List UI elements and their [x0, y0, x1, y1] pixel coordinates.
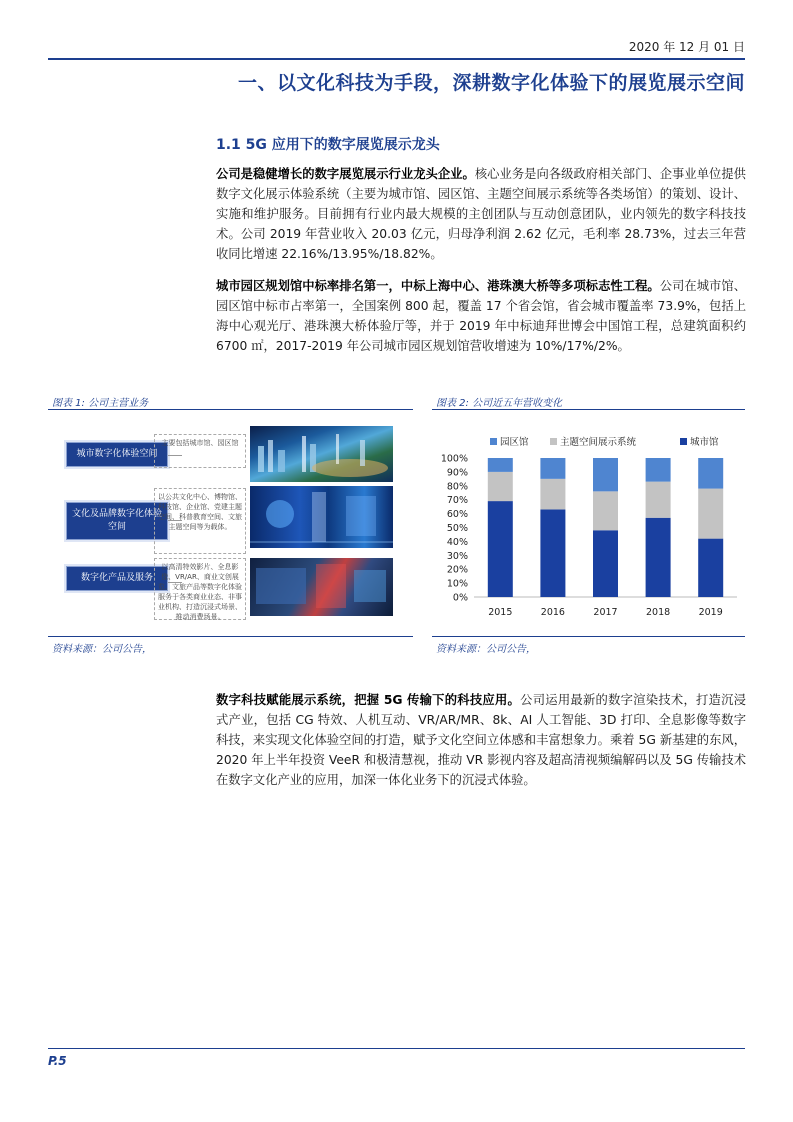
bar-segment [698, 489, 723, 539]
x-tick-label: 2015 [488, 607, 513, 618]
legend-swatch [490, 438, 497, 445]
report-date: 2020 年 12 月 01 日 [628, 40, 745, 54]
footer-divider [48, 1048, 745, 1049]
x-tick-label: 2016 [540, 607, 565, 618]
paragraph-2-lead: 城市园区规划馆中标率排名第一，中标上海中心、港珠澳大桥等多项标志性工程。 [216, 279, 660, 293]
subsection-title: 1.1 5G 应用下的数字展览展示龙头 [216, 137, 440, 153]
figure-1-title: 图表 1: 公司主营业务 [52, 398, 149, 409]
y-tick-label: 60% [446, 509, 468, 521]
bar-segment [646, 482, 671, 518]
legend-label: 园区馆 [500, 437, 529, 448]
figure-1-top-line [48, 409, 413, 410]
bar-segment [593, 458, 618, 491]
image-exhibition-hall [250, 486, 393, 548]
y-tick-label: 80% [446, 481, 468, 493]
city-model-illustration [250, 426, 393, 482]
y-tick-label: 30% [446, 550, 468, 562]
figure-2-source: 资料来源：公司公告， [436, 644, 536, 655]
bar-segment [646, 458, 671, 482]
figure-2-top-line [432, 409, 745, 410]
bar-segment [646, 518, 671, 597]
bar-segment [698, 539, 723, 597]
revenue-mix-chart [432, 420, 745, 630]
immersive-products-illustration [250, 558, 393, 616]
figure-1-source: 资料来源：公司公告， [52, 644, 152, 655]
paragraph-1-body: 核心业务是向各级政府相关部门、企事业单位提供数字文化展示体验系统（主要为城市馆、园区馆、主题空间展示系统等各类场馆）的策划、设计、实施和维护服务。目前拥有行业内最大规模的主创团队与互动创意团队，业内领先的数字科技技术。公司 2019 年营业收入 20.03 亿元，归母净利润 2.62 亿元，毛利率 28.73%，过去三年营收同比增速 22.16%/13.95%/18.82%。 [216, 167, 746, 261]
y-tick-label: 40% [446, 536, 468, 548]
bar-segment [488, 458, 513, 472]
paragraph-3-body: 公司运用最新的数字渲染技术，打造沉浸式产业，包括 CG 特效、人机互动、VR/AR/MR、8k、AI 人工智能、3D 打印、全息影像等数字科技，来实现文化体验空间的打造，赋予文化空间立体感和丰富想象力。乘着 5G 新基建的东风，2020 年上半年投资 VeeR 和极清慧视，推动 VR 影视内容及超高清视频编解码以及 5G 传输技术在数字文化产业的应用，加深一体化业务下的沉浸式体验。 [216, 693, 746, 787]
y-tick-label: 0% [452, 592, 468, 604]
paragraph-2-body: 公司在城市馆、园区馆中标市占率第一，全国案例 800 起，覆盖 17 个省会馆，省会城市覆盖率 73.9%，包括上海中心观光厅、港珠澳大桥体验厅等，并于 2019 年中标迪拜世博会中国馆工程，总建筑面积约 6700 ㎡，2017-2019 年公司城市园区规划馆营收增速为 10%/17%/2%。 [216, 279, 746, 353]
paragraph-3 [216, 690, 746, 790]
x-tick-label: 2017 [593, 607, 618, 618]
x-tick-label: 2018 [646, 607, 671, 618]
page-number: P.5 [48, 1054, 67, 1068]
paragraph-1 [216, 164, 746, 264]
business-box-culture: 文化及品牌数字化体验空间 [66, 502, 168, 540]
x-tick-label: 2019 [698, 607, 723, 618]
desc-box-culture: 以公共文化中心、博物馆、科技馆、企业馆、党建主题空间、科普教育空间、文旅主题空间等为载体。 [154, 488, 246, 554]
y-tick-label: 20% [446, 564, 468, 576]
y-tick-label: 70% [446, 495, 468, 507]
legend-swatch [550, 438, 557, 445]
bar-segment [698, 458, 723, 489]
bar-segment [593, 530, 618, 597]
bar-segment [488, 501, 513, 597]
desc-box-products: 以高清特效影片、全息影像、VR/AR、商业文创展览、文旅产品等数字化体验服务于各类商业业态、非事业机构、打造沉浸式场景、推动消费场景。 [154, 558, 246, 620]
business-box-city: 城市数字化体验空间 [66, 442, 168, 467]
exhibition-hall-illustration [250, 486, 393, 548]
bar-segment [540, 509, 565, 597]
figure-1-bottom-line [48, 636, 413, 637]
figure-2-bottom-line [432, 636, 745, 637]
legend-swatch [680, 438, 687, 445]
bar-segment [540, 458, 565, 479]
legend-label: 主题空间展示系统 [560, 437, 637, 448]
paragraph-1-lead: 公司是稳健增长的数字展览展示行业龙头企业。 [216, 167, 475, 181]
header-divider [48, 58, 745, 60]
paragraph-2 [216, 276, 746, 356]
y-tick-label: 90% [446, 467, 468, 479]
image-immersive-products [250, 558, 393, 616]
business-box-products: 数字化产品及服务 [66, 566, 168, 591]
image-city-model [250, 426, 393, 482]
figure-2-title: 图表 2: 公司近五年营收变化 [436, 398, 563, 409]
section-title: 一、以文化科技为手段，深耕数字化体验下的展览展示空间 [237, 72, 745, 94]
bar-segment [540, 479, 565, 510]
y-tick-label: 100% [440, 453, 468, 465]
y-tick-label: 50% [446, 523, 468, 534]
paragraph-3-lead: 数字科技赋能展示系统，把握 5G 传输下的科技应用。 [216, 693, 521, 707]
bar-segment [593, 491, 618, 530]
y-tick-label: 10% [446, 578, 468, 590]
business-diagram [48, 420, 413, 625]
legend-label: 城市馆 [690, 437, 719, 448]
bar-segment [488, 472, 513, 501]
desc-box-city: 主要包括城市馆、园区馆 [154, 434, 246, 468]
